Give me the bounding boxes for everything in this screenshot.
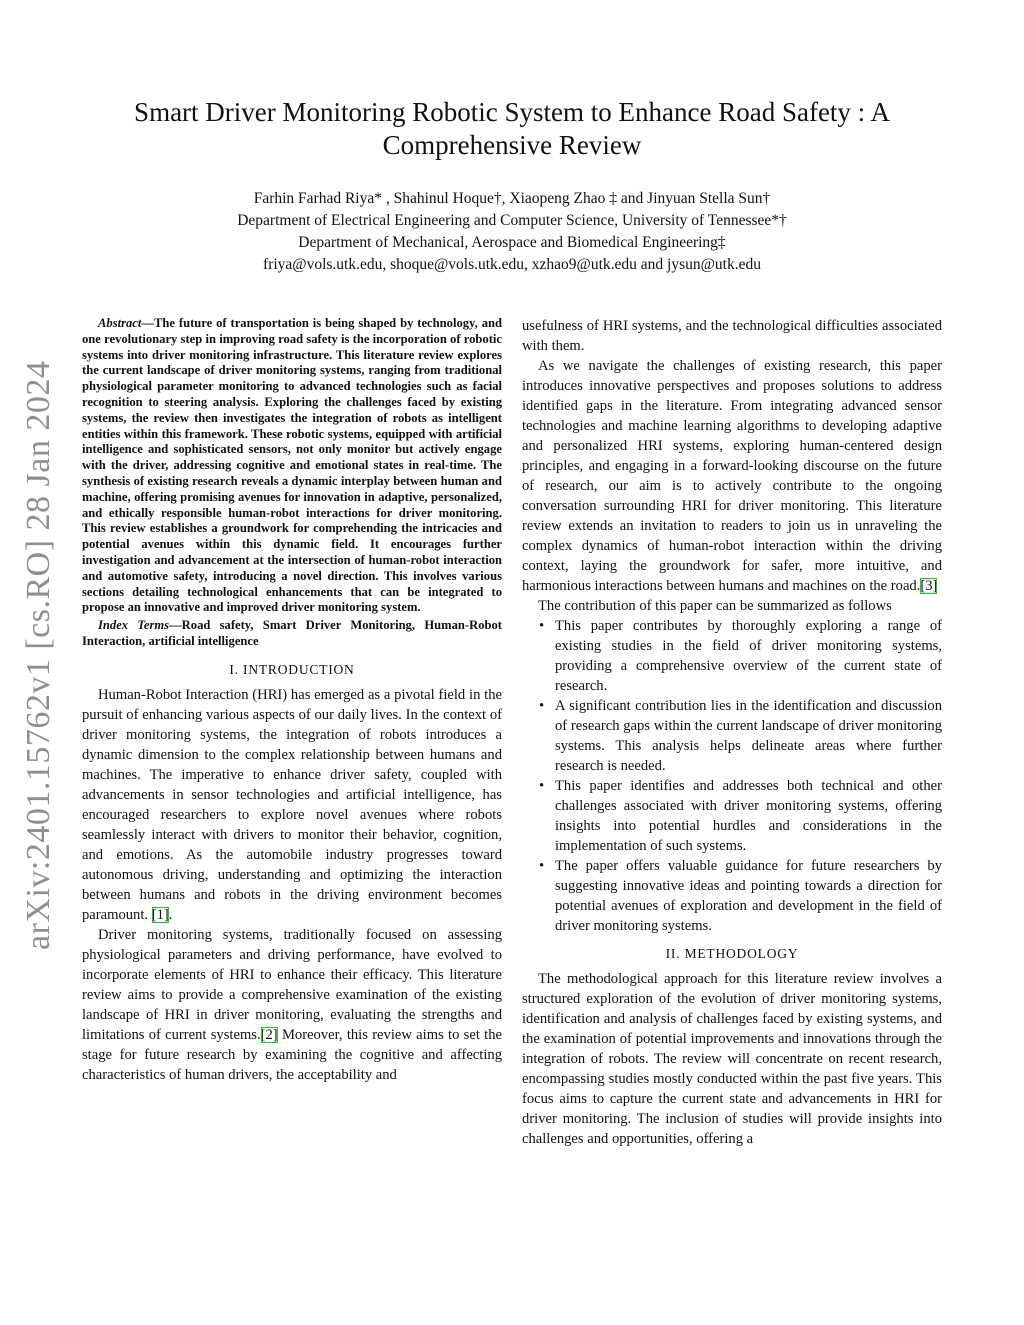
index-terms-text: —Road safety, Smart Driver Monitoring, Human-Robot Interaction, artificial intelligence	[82, 618, 502, 648]
section-heading-introduction: I. INTRODUCTION	[229, 661, 355, 677]
author-names: Farhin Farhad Riya* , Shahinul Hoque†, Xiaopeng Zhao ‡ and Jinyuan Stella Sun†	[253, 190, 771, 207]
intro-paragraph-1	[82, 685, 502, 925]
bullet-icon: •	[539, 778, 545, 794]
contribution-item	[539, 696, 942, 776]
citation-link-3[interactable]: [3]	[920, 578, 938, 594]
contribution-text: This paper identifies and addresses both technical and other challenges associated with driver monitoring systems, offering insights into potential hurdles and considerations in the implementation of such systems.	[555, 778, 942, 854]
author-block	[100, 188, 924, 276]
abstract-label: Abstract	[98, 316, 142, 330]
contribution-item	[539, 856, 942, 936]
intro-p1-text: Human-Robot Interaction (HRI) has emerged as a pivotal field in the pursuit of enhancing various aspects of our daily lives. In the context of driver monitoring systems, the integration of robots introduces a dynamic dimension to the complex relationship between humans and machines. The imperative to enhance driver safety, coupled with advancements in sensor technologies and artificial intelligence, has encouraged researchers to explore novel avenues where robots seamlessly interact with drivers to monitor their behavior, cognition, and emotions. As the automobile industry progresses toward autonomous driving, understanding and optimizing the interaction between humans and robots in the driving environment becomes paramount.	[82, 686, 502, 923]
citation-link-1[interactable]: [1]	[151, 906, 169, 923]
intro-p2-text: Driver monitoring systems, traditionally focused on assessing physiological parameters and driving performance, have evolved to incorporate elements of HRI to enhance their efficacy. This literature review aims to provide a comprehensive examination of the existing landscape of HRI in driver monitoring, evaluating the strengths and limitations of current systems.	[82, 926, 502, 1043]
affiliation-line-1: Department of Electrical Engineering and Computer Science, University of Tennessee*†	[237, 212, 787, 229]
intro-p1-end: .	[168, 906, 173, 923]
methodology-paragraph-1: The methodological approach for this literature review involves a structured exploration of the evolution of driver monitoring systems, identification and analysis of challenges faced by existing systems, and the examination of potential improvements and innovations through the integration of robots. The review will concentrate on recent research, encompassing studies mostly conducted within the past five years. This focus aims to capture the current state and advancements in HRI for driver monitoring. The inclusion of studies will provide insights into challenges and opportunities, offering a	[522, 971, 942, 1147]
bullet-icon: •	[539, 618, 545, 634]
section-heading-methodology: II. METHODOLOGY	[665, 946, 799, 961]
contribution-intro: The contribution of this paper can be summarized as follows	[538, 598, 892, 614]
abstract-text: —The future of transportation is being shaped by technology, and one revolutionary step in improving road safety is the incorporation of robotic systems into driver monitoring infrastructure. This literature review explores the current landscape of driver monitoring systems, ranging from traditional physiological parameter monitoring to advanced technologies such as facial recognition to steering analysis. Exploring the challenges faced by existing systems, the review then investigates the integration of robots as intelligent entities within this framework. These robotic systems, equipped with artificial intelligence and sophisticated sensors, not only monitor but actively engage with the driver, addressing cognitive and emotional states in real-time. The synthesis of existing research reveals a dynamic interplay between human and machine, offering promising avenues for innovation in adaptive, personalized, and ethically responsible human-robot interactions for driver monitoring. This review establishes a groundwork for comprehending the intricacies and potential avenues within this dynamic field. It encourages further investigation and advancement at the intersection of human-robot interaction and automotive safety, introducing a novel direction. This involves various sections detailing technological enhancements that can be integrated to propose an innovative and improved driver monitoring system.	[82, 316, 502, 615]
contribution-text: This paper contributes by thoroughly exploring a range of existing studies in the field of driver monitoring systems, providing a comprehensive overview of the current state of research.	[555, 618, 942, 694]
paper-title: Smart Driver Monitoring Robotic System to Enhance Road Safety : A Comprehensive Review	[134, 97, 890, 160]
arxiv-identifier[interactable]: arXiv:2401.15762v1 [cs.RO] 28 Jan 2024	[20, 360, 57, 950]
contribution-text: A significant contribution lies in the identification and discussion of research gaps within the current landscape of driver monitoring systems. This analysis helps delineate areas where further research is needed.	[555, 698, 942, 774]
left-column	[82, 316, 502, 1085]
index-terms	[82, 618, 502, 650]
contribution-item	[539, 776, 942, 856]
bullet-icon: •	[539, 858, 545, 874]
right-column	[522, 316, 942, 1149]
intro-paragraph-3	[522, 356, 942, 596]
author-emails[interactable]: friya@vols.utk.edu, shoque@vols.utk.edu, xzhao9@utk.edu and jysun@utk.edu	[263, 256, 761, 273]
contribution-list	[522, 616, 942, 936]
intro-paragraph-2-continued: usefulness of HRI systems, and the technological difficulties associated with them.	[522, 318, 942, 354]
citation-link-2[interactable]: [2]	[260, 1026, 278, 1043]
affiliation-line-2: Department of Mechanical, Aerospace and Biomedical Engineering‡	[298, 234, 726, 251]
intro-p4-text: As we navigate the challenges of existing research, this paper introduces innovative perspectives and proposes solutions to address identified gaps in the literature. From integrating advanced sensor technologies and machine learning algorithms to developing adaptive and personalized HRI systems, exploring human-centered design principles, and engaging in a forward-looking discourse on the future of research, our aim is to actively contribute to the ongoing conversation surrounding HRI for driver monitoring. This literature review extends an invitation to readers to join us in unraveling the complex dynamics of human-robot interaction within the driving context, laying the groundwork for safer, more intuitive, and harmonious interactions between humans and machines on the road.	[522, 358, 942, 594]
contribution-text: The paper offers valuable guidance for future researchers by suggesting innovative ideas and pointing towards a direction for potential avenues of exploration and development in the field of driver monitoring systems.	[555, 858, 942, 934]
intro-paragraph-2	[82, 925, 502, 1085]
intro-p2-end: Moreover, this review aims to set the stage for future research by examining the cognitive and affecting characteristics of human drivers, the acceptability and	[82, 1026, 502, 1083]
abstract	[82, 316, 502, 616]
index-terms-label: Index Terms	[98, 618, 170, 633]
bullet-icon: •	[539, 698, 545, 714]
contribution-item	[539, 616, 942, 696]
